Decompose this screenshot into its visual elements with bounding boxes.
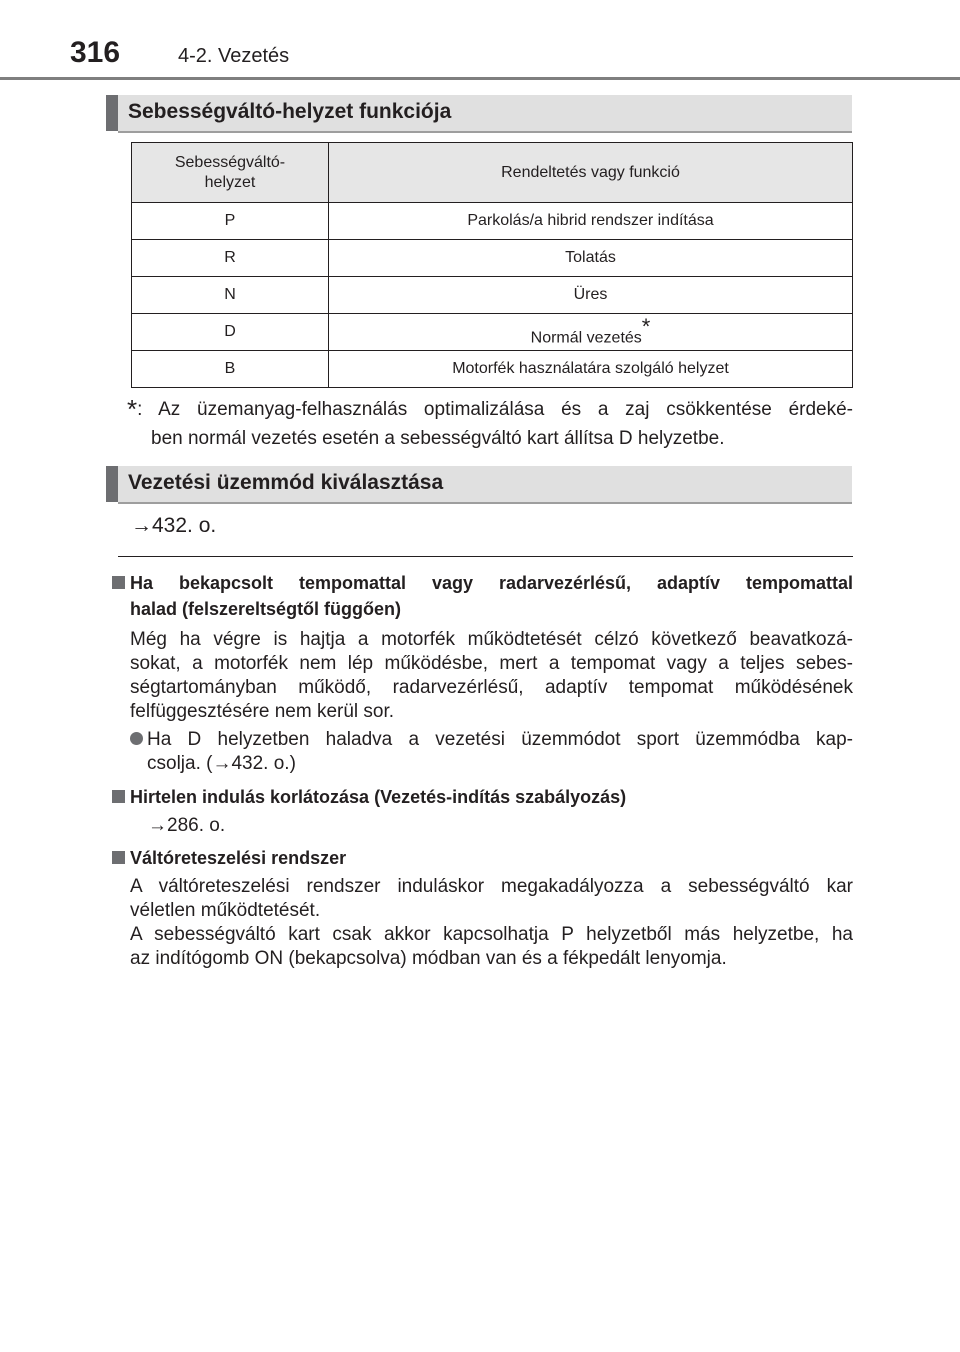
table-row	[132, 314, 853, 351]
section-heading-bar	[106, 466, 118, 502]
table-cell-position: R	[132, 240, 329, 277]
cell-text: Normál vezetés	[530, 329, 642, 347]
round-bullet-icon	[130, 732, 143, 745]
note-heading-text: Hirtelen indulás korlátozása (Vezetés-indítás szabályozás)	[130, 787, 627, 807]
section-heading-underline	[118, 131, 852, 133]
note-body	[130, 875, 853, 971]
table-cell-function: Motorfék használatára szolgáló helyzet	[329, 351, 853, 388]
section-heading-bar	[106, 95, 118, 131]
square-bullet-icon	[112, 851, 125, 864]
table-header-row	[132, 143, 853, 203]
note-heading	[112, 784, 853, 810]
table-cell-function: Üres	[329, 277, 853, 314]
header-line: Sebességváltó-	[174, 153, 286, 171]
table-cell-function: Parkolás/a hibrid rendszer indítása	[329, 203, 853, 240]
footnote	[127, 392, 853, 453]
footnote-line: ben normál vezetés esetén a sebességváltó kart állítsa D helyzetbe.	[151, 428, 725, 449]
section-divider	[118, 556, 853, 557]
table-cell-function: Tolatás	[329, 240, 853, 277]
footnote-star: *	[127, 394, 138, 424]
chapter-title: 4-2. Vezetés	[178, 45, 290, 67]
table-row	[132, 351, 853, 388]
body-line: sokat, a motorfék nem lép működésbe, mert a tempomat vagy a teljes sebes-	[130, 653, 853, 674]
note-heading-line	[112, 570, 853, 596]
table-cell-position: N	[132, 277, 329, 314]
table-cell-position: P	[132, 203, 329, 240]
square-bullet-icon	[112, 790, 125, 803]
table-cell-position: B	[132, 351, 329, 388]
bullet-line: csolja. (→432. o.)	[147, 753, 296, 774]
table-cell-position: D	[132, 314, 329, 351]
table-row	[132, 240, 853, 277]
note-heading	[112, 570, 853, 622]
square-bullet-icon	[112, 576, 125, 589]
note-heading-line: halad (felszereltségtől függően)	[130, 599, 402, 619]
table-row	[132, 203, 853, 240]
section-heading-title: Sebességváltó-helyzet funkciója	[128, 100, 452, 123]
bullet-line	[130, 728, 853, 752]
body-line: felfüggesztésére nem kerül sor.	[130, 701, 395, 722]
page-reference[interactable]: →286. o.	[148, 815, 226, 836]
body-line: az indítógomb ON (bekapcsolva) módban van és a fékpedált lenyomja.	[130, 948, 727, 969]
page-reference[interactable]: →432. o.	[131, 514, 217, 537]
body-line: véletlen működtetését.	[130, 900, 321, 921]
footnote-text: : Az üzemanyag-felhasználás optimalizálása és a zaj csökkentése érdeké-	[137, 399, 853, 420]
footnote-marker: *	[641, 314, 651, 340]
header-line: helyzet	[204, 173, 256, 191]
table-header-function: Rendeltetés vagy funkció	[329, 143, 853, 203]
page-number: 316	[70, 36, 121, 69]
section-heading-drive-mode	[106, 466, 852, 502]
body-line: A váltóreteszelési rendszer induláskor megakadályozza a sebességváltó kar	[130, 876, 853, 897]
body-line: A sebességváltó kart csak akkor kapcsolhatja P helyzetből más helyzetbe, ha	[130, 924, 853, 945]
section-heading-underline	[118, 502, 852, 504]
table-cell-function	[329, 314, 853, 351]
body-line: Még ha végre is hajtja a motorfék működtetését célzó következő beavatkozá-	[130, 629, 853, 650]
table-header-position	[132, 143, 329, 203]
note-heading-text: Ha bekapcsolt tempomattal vagy radarvezérlésű, adaptív tempomattal	[130, 573, 853, 593]
note-heading	[112, 845, 853, 871]
body-line: ségtartományban működő, radarvezérlésű, adaptív tempomat működésének	[130, 677, 853, 698]
bullet-text: Ha D helyzetben haladva a vezetési üzemmódot sport üzemmódba kap-	[147, 729, 853, 750]
bullet-item	[130, 728, 853, 776]
note-body	[130, 628, 853, 724]
footnote-line	[127, 392, 853, 424]
table-row	[132, 277, 853, 314]
gear-position-table	[131, 142, 853, 388]
section-heading-title: Vezetési üzemmód kiválasztása	[128, 471, 444, 494]
section-heading-gear-function	[106, 95, 852, 131]
note-heading-text: Váltóreteszelési rendszer	[130, 848, 347, 868]
header-rule	[0, 77, 960, 80]
